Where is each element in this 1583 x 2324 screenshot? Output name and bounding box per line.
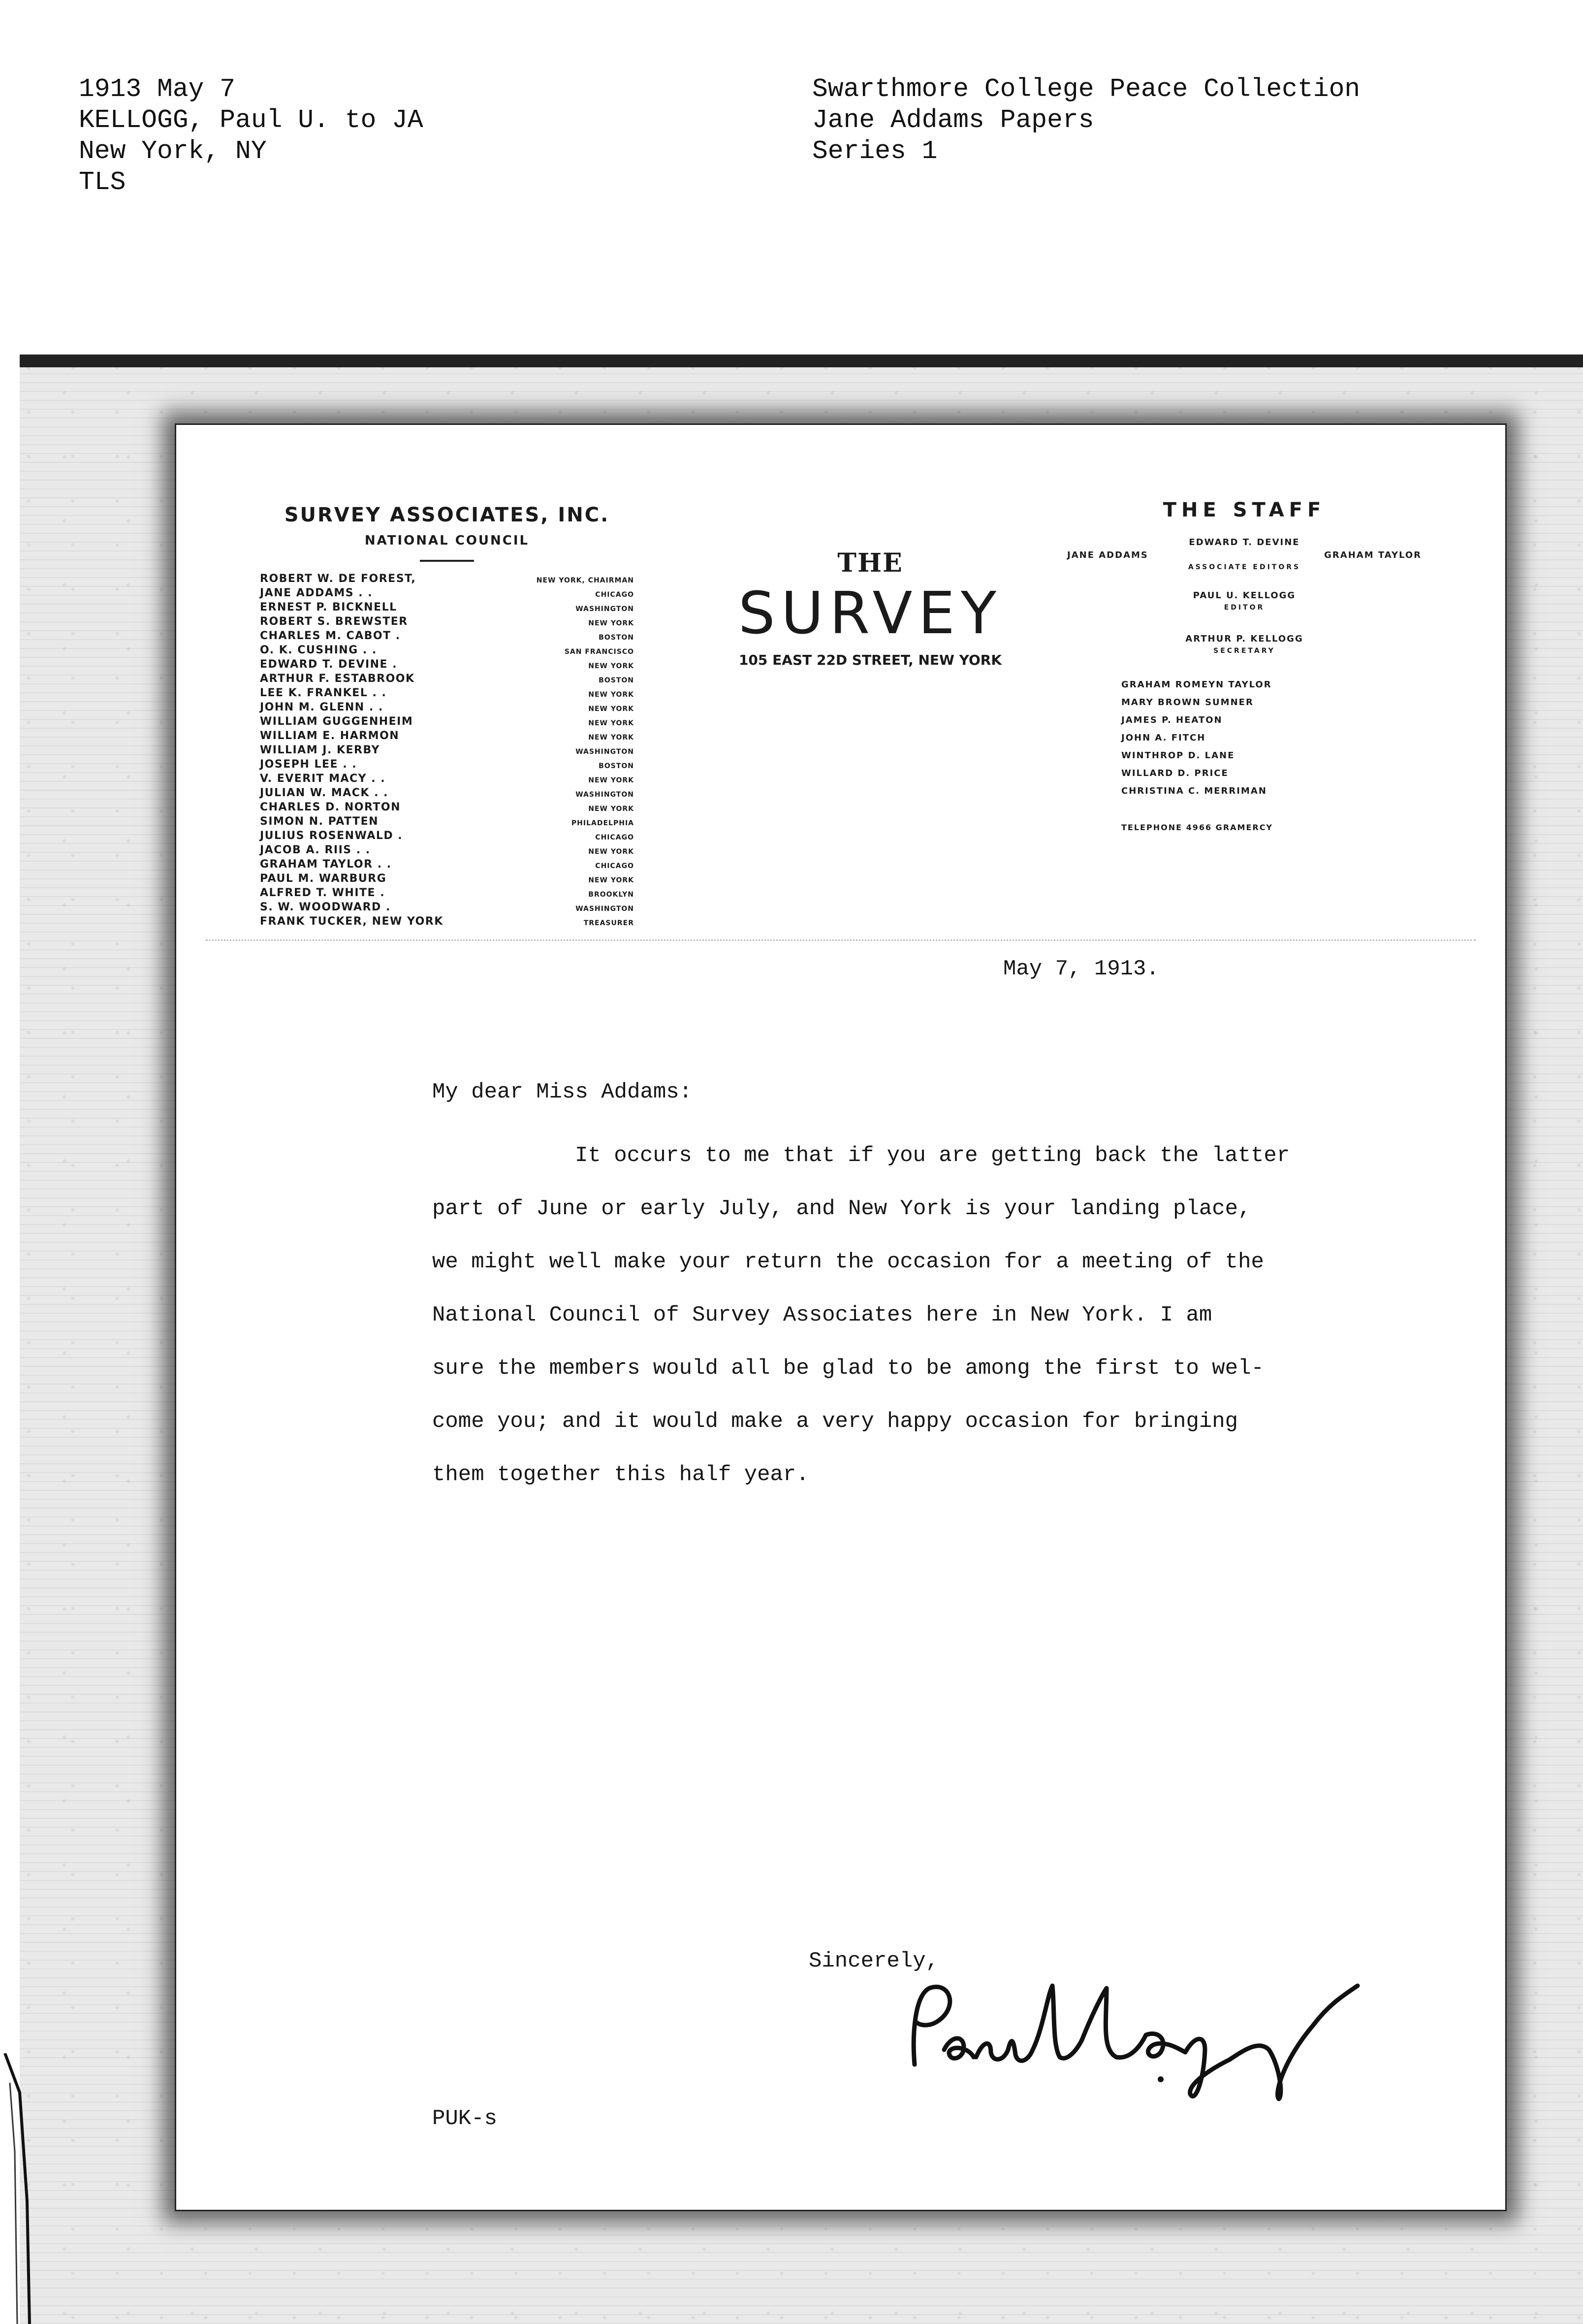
staff-assoc-right: GRAHAM TAYLOR	[1324, 550, 1422, 560]
council-subtitle: NATIONAL COUNCIL	[364, 533, 530, 548]
masthead-the: THE	[837, 548, 903, 578]
council-member: FRANK TUCKER, NEW YORK TREASURER	[260, 915, 634, 928]
archive-papers: Jane Addams Papers	[812, 105, 1094, 135]
council-title: SURVEY ASSOCIATES, INC.	[284, 504, 610, 526]
archive-series: Series 1	[812, 136, 938, 166]
letterhead-divider	[206, 939, 1476, 941]
council-member: JULIUS ROSENWALD . CHICAGO	[260, 830, 634, 842]
staff-associate-editors	[1057, 549, 1431, 562]
salutation: My dear Miss Addams:	[432, 1080, 693, 1104]
archive-place: New York, NY	[79, 136, 267, 166]
staff-title: THE STAFF	[1163, 499, 1326, 521]
staff-member: WILLARD D. PRICE	[1121, 768, 1229, 778]
staff-editor-role: EDITOR	[1224, 604, 1265, 612]
council-member: GRAHAM TAYLOR . . CHICAGO	[260, 858, 634, 871]
body-line: It occurs to me that if you are getting back the latter	[575, 1143, 1290, 1168]
archive-correspondents: KELLOGG, Paul U. to JA	[79, 105, 423, 135]
staff-member: WINTHROP D. LANE	[1121, 750, 1235, 761]
body-line: come you; and it would make a very happy occasion for bringing	[432, 1409, 1238, 1434]
council-member: EDWARD T. DEVINE . NEW YORK	[260, 658, 634, 671]
staff-member: MARY BROWN SUMNER	[1121, 697, 1254, 708]
staff-column	[1057, 499, 1431, 832]
council-member: JOHN M. GLENN . . NEW YORK	[260, 701, 634, 713]
staff-lead: EDWARD T. DEVINE	[1189, 537, 1300, 548]
telephone: TELEPHONE 4966 GRAMERCY	[1121, 823, 1273, 832]
staff-secretary-role: SECRETARY	[1213, 647, 1275, 655]
council-member: JULIAN W. MACK . . WASHINGTON	[260, 787, 634, 799]
council-member: ALFRED T. WHITE . BROOKLYN	[260, 887, 634, 899]
council-member: ROBERT S. BREWSTER NEW YORK	[260, 615, 634, 628]
council-member: PAUL M. WARBURG NEW YORK	[260, 872, 634, 885]
staff-member: GRAHAM ROMEYN TAYLOR	[1121, 679, 1272, 690]
staff-list	[1121, 676, 1431, 800]
body-line: we might well make your return the occasion for a meeting of the	[432, 1250, 1264, 1274]
council-member: ARTHUR F. ESTABROOK BOSTON	[260, 673, 634, 685]
masthead	[698, 548, 1043, 668]
council-rule	[420, 560, 474, 562]
archive-date: 1913 May 7	[79, 74, 236, 104]
staff-member: JAMES P. HEATON	[1121, 715, 1223, 725]
staff-editor: PAUL U. KELLOGG	[1193, 590, 1296, 601]
council-member: V. EVERIT MACY . . NEW YORK	[260, 773, 634, 785]
letter-date: May 7, 1913.	[1003, 957, 1159, 981]
page-curl-edge	[0, 2053, 34, 2324]
council-member: JANE ADDAMS . . CHICAGO	[260, 587, 634, 599]
staff-member: JOHN A. FITCH	[1121, 733, 1206, 743]
typist-initials: PUK-s	[432, 2106, 498, 2131]
masthead-address: 105 EAST 22D STREET, NEW YORK	[738, 652, 1002, 668]
council-member: WILLIAM E. HARMON NEW YORK	[260, 730, 634, 742]
council-member: WILLIAM GUGGENHEIM NEW YORK	[260, 715, 634, 728]
national-council	[260, 504, 634, 930]
council-member: CHARLES M. CABOT . BOSTON	[260, 630, 634, 642]
closing: Sincerely,	[809, 1949, 939, 1973]
staff-assoc-role: ASSOCIATE EDITORS	[1188, 563, 1301, 571]
council-member: LEE K. FRANKEL . . NEW YORK	[260, 687, 634, 699]
council-member: JACOB A. RIIS . . NEW YORK	[260, 844, 634, 856]
council-member: WILLIAM J. KERBY WASHINGTON	[260, 744, 634, 756]
staff-assoc-left: JANE ADDAMS	[1067, 550, 1148, 560]
handwritten-signature	[885, 1966, 1377, 2114]
archive-header-right	[812, 74, 1360, 167]
council-member-list	[260, 573, 634, 930]
council-member: ERNEST P. BICKNELL WASHINGTON	[260, 601, 634, 613]
archive-header-left	[79, 74, 423, 198]
council-member: SIMON N. PATTEN PHILADELPHIA	[260, 815, 634, 828]
staff-member: CHRISTINA C. MERRIMAN	[1121, 786, 1267, 796]
council-member: O. K. CUSHING . . SAN FRANCISCO	[260, 644, 634, 656]
body-line: them together this half year.	[432, 1462, 809, 1487]
body-line: National Council of Survey Associates here in New York. I am	[432, 1303, 1212, 1327]
council-member: CHARLES D. NORTON NEW YORK	[260, 801, 634, 813]
council-member: ROBERT W. DE FOREST, NEW YORK, CHAIRMAN	[260, 573, 634, 585]
letter-sheet	[175, 423, 1507, 2211]
staff-secretary: ARTHUR P. KELLOGG	[1185, 634, 1303, 644]
archive-collection: Swarthmore College Peace Collection	[812, 74, 1361, 104]
letter-body	[432, 1129, 1290, 1501]
council-member: S. W. WOODWARD . WASHINGTON	[260, 901, 634, 913]
council-member: JOSEPH LEE . . BOSTON	[260, 758, 634, 771]
archive-doc-type: TLS	[79, 167, 126, 197]
body-line: sure the members would all be glad to be among the first to wel-	[432, 1356, 1264, 1381]
masthead-name: SURVEY	[738, 579, 1003, 647]
body-line: part of June or early July, and New York is your landing place,	[432, 1196, 1251, 1221]
